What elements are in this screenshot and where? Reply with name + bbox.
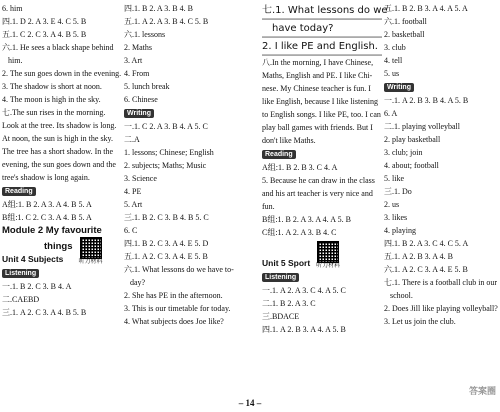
answer-line: B组:1. C 2. C 3. A 4. B 5. A (2, 213, 92, 222)
answer-line: 4. From (124, 69, 150, 78)
answer-line: 3. Let us join the club. (384, 317, 456, 326)
answer-line: 2. She has PE in the afternoon. (124, 291, 223, 300)
answer-line: 5. Because he can draw in the class (262, 176, 375, 185)
answer-line: 5. like (384, 174, 404, 183)
unit-header (2, 237, 120, 266)
answer-line: 5. lunch break (124, 82, 170, 91)
answer-line: to English songs. I like PE, too. I can (262, 110, 381, 119)
answer-line: 1. lessons; Chinese; English (124, 148, 214, 157)
answer-line: and his art teacher is very nice and (262, 189, 373, 198)
answer-line: At noon, the sun is high in the sky. (2, 134, 114, 143)
answer-line: 3. Art (124, 56, 143, 65)
unit-title: Unit 4 Subjects (2, 254, 64, 264)
answer-line: 二.CAEBD (2, 295, 40, 304)
answer-line: 四.1. B 2. A 3. C 4. C 5. A (384, 239, 469, 248)
answer-line: 4. PE (124, 187, 142, 196)
listening-qr[interactable] (316, 241, 340, 270)
answer-line: 3. club (384, 43, 406, 52)
qr-caption: 听力材料 (78, 259, 103, 265)
answer-line: 4. The moon is high in the sky. (2, 95, 101, 104)
unit-title: Unit 5 Sport (262, 258, 311, 268)
answer-line: C组:1. A 2. A 3. B 4. C (262, 228, 337, 237)
answer-line: 一.1. A 2. B 3. B 4. A 5. B (384, 96, 469, 105)
answer-line: 3. The shadow is short at noon. (2, 82, 102, 91)
answer-line: 6. C (124, 226, 138, 235)
answer-column-1 (2, 2, 120, 319)
answer-line: 4. tell (384, 56, 403, 65)
answer-line: 五.1. C 2. C 3. A 4. B 5. B (2, 30, 87, 39)
answer-line: 3. Science (124, 174, 157, 183)
answer-line: 一.1. B 2. C 3. B 4. A (2, 282, 72, 291)
answer-line: him. (8, 56, 23, 65)
answer-line: 五.1. B 2. B 3. A 4. A 5. A (384, 4, 468, 13)
answer-line: Maths, English and PE. I like Chi- (262, 71, 373, 80)
watermark: 答案圈 (468, 386, 496, 396)
listening-badge: Listening (2, 269, 39, 278)
answer-line: 2. subjects; Maths; Music (124, 161, 207, 170)
answer-line: 2. play basketball (384, 135, 441, 144)
answer-line: 四.1. B 2. A 3. B 4. B (124, 4, 193, 13)
answer-line: 二.A (124, 135, 140, 144)
answer-line: 四.1. A 2. B 3. A 4. A 5. B (262, 325, 346, 334)
handwriting-line: 2. I like PE and English. (262, 38, 382, 56)
answer-line: 2. us (384, 200, 400, 209)
answer-line: 3. This is our timetable for today. (124, 304, 231, 313)
answer-line: B组:1. B 2. A 3. A 4. A 5. B (262, 215, 351, 224)
answer-line: 一.1. A 2. A 3. C 4. A 5. C (262, 286, 346, 295)
answer-line: The tree has a short shadow. In the (2, 147, 113, 156)
answer-line: 2. Does Jill like playing volleyball? (384, 304, 498, 313)
answer-line: school. (390, 291, 413, 300)
page-number: – 14 – (238, 398, 262, 408)
listening-qr[interactable] (79, 237, 103, 266)
answer-line: 5. Art (124, 200, 143, 209)
answer-line: 6. A (384, 109, 398, 118)
answer-line: evening, the sun goes down and the (2, 160, 116, 169)
qr-caption: 听力材料 (316, 263, 341, 269)
reading-badge: Reading (2, 187, 36, 196)
qr-code-icon (80, 237, 102, 259)
answer-line: 六.1. A 2. C 3. A 4. E 5. B (384, 265, 468, 274)
module-title-line2: things (44, 241, 73, 252)
answer-line: 四.1. D 2. A 3. E 4. C 5. B (2, 17, 87, 26)
answer-line: fun. (262, 202, 275, 211)
answer-line: 七.The sun rises in the morning. (2, 108, 106, 117)
answer-column-2 (124, 2, 244, 328)
answer-line: tree's shadow is long again. (2, 173, 90, 182)
answer-line: 5. us (384, 69, 400, 78)
writing-badge: Writing (124, 109, 154, 118)
answer-line: 二.1. B 2. A 3. C (262, 299, 316, 308)
answer-line: 六.1. football (384, 17, 427, 26)
answer-line: 6. Chinese (124, 95, 158, 104)
answer-line: 三.BDACE (262, 312, 300, 321)
answer-line: play ball games with friends. But I (262, 123, 373, 132)
answer-line: like English, because I like listening (262, 97, 378, 106)
answer-line: 五.1. A 2. A 3. B 4. C 5. B (124, 17, 209, 26)
answer-line: 五.1. A 2. C 3. A 4. E 5. B (124, 252, 208, 261)
answer-line: 3. club; join (384, 148, 423, 157)
answer-line: 三.1. Do (384, 187, 412, 196)
answer-line: 4. What subjects does Joe like? (124, 317, 224, 326)
answer-line: day? (130, 278, 146, 287)
module-title: Module 2 My favourite (2, 225, 102, 236)
answer-column-3 (262, 2, 388, 336)
answer-line: 二.1. playing volleyball (384, 122, 460, 131)
answer-line: 三.1. A 2. C 3. A 4. B 5. B (2, 308, 87, 317)
handwriting-line: 七.1. What lessons do we (262, 2, 382, 20)
answer-line: 八.In the morning, I have Chinese, (262, 58, 374, 67)
answer-line: 4. playing (384, 226, 416, 235)
answer-line: 四.1. B 2. C 3. A 4. E 5. D (124, 239, 209, 248)
reading-badge: Reading (262, 150, 296, 159)
answer-line: 七.1. There is a football club in our (384, 278, 498, 287)
qr-code-icon (317, 241, 339, 263)
answer-column-4 (384, 2, 498, 328)
answer-line: 一.1. C 2. A 3. B 4. A 5. C (124, 122, 208, 131)
answer-line: nese. My Chinese teacher is fun. I (262, 84, 371, 93)
answer-line: 三.1. B 2. C 3. B 4. B 5. C (124, 213, 209, 222)
answer-line: 六.1. What lessons do we have to- (124, 265, 234, 274)
answer-line: don't like Maths. (262, 136, 316, 145)
answer-line: A组:1. B 2. B 3. C 4. A (262, 163, 338, 172)
answer-line: 3. likes (384, 213, 408, 222)
answer-line: 六.1. He sees a black shape behind (2, 43, 114, 52)
answer-line: 4. about; football (384, 161, 439, 170)
answer-line: A组:1. B 2. A 3. A 4. B 5. A (2, 200, 92, 209)
answer-line: 6. him (2, 4, 23, 13)
answer-line: 2. basketball (384, 30, 425, 39)
answer-line: 2. Maths (124, 43, 152, 52)
answer-line: 六.1. lessons (124, 30, 166, 39)
writing-badge: Writing (384, 83, 414, 92)
answer-line: 2. The sun goes down in the evening. (2, 69, 122, 78)
listening-badge: Listening (262, 273, 299, 282)
handwriting-line: have today? (262, 20, 382, 38)
answer-line: 五.1. A 2. B 3. A 4. B (384, 252, 453, 261)
answer-line: Look at the tree. Its shadow is long. (2, 121, 117, 130)
unit-header (262, 241, 382, 270)
